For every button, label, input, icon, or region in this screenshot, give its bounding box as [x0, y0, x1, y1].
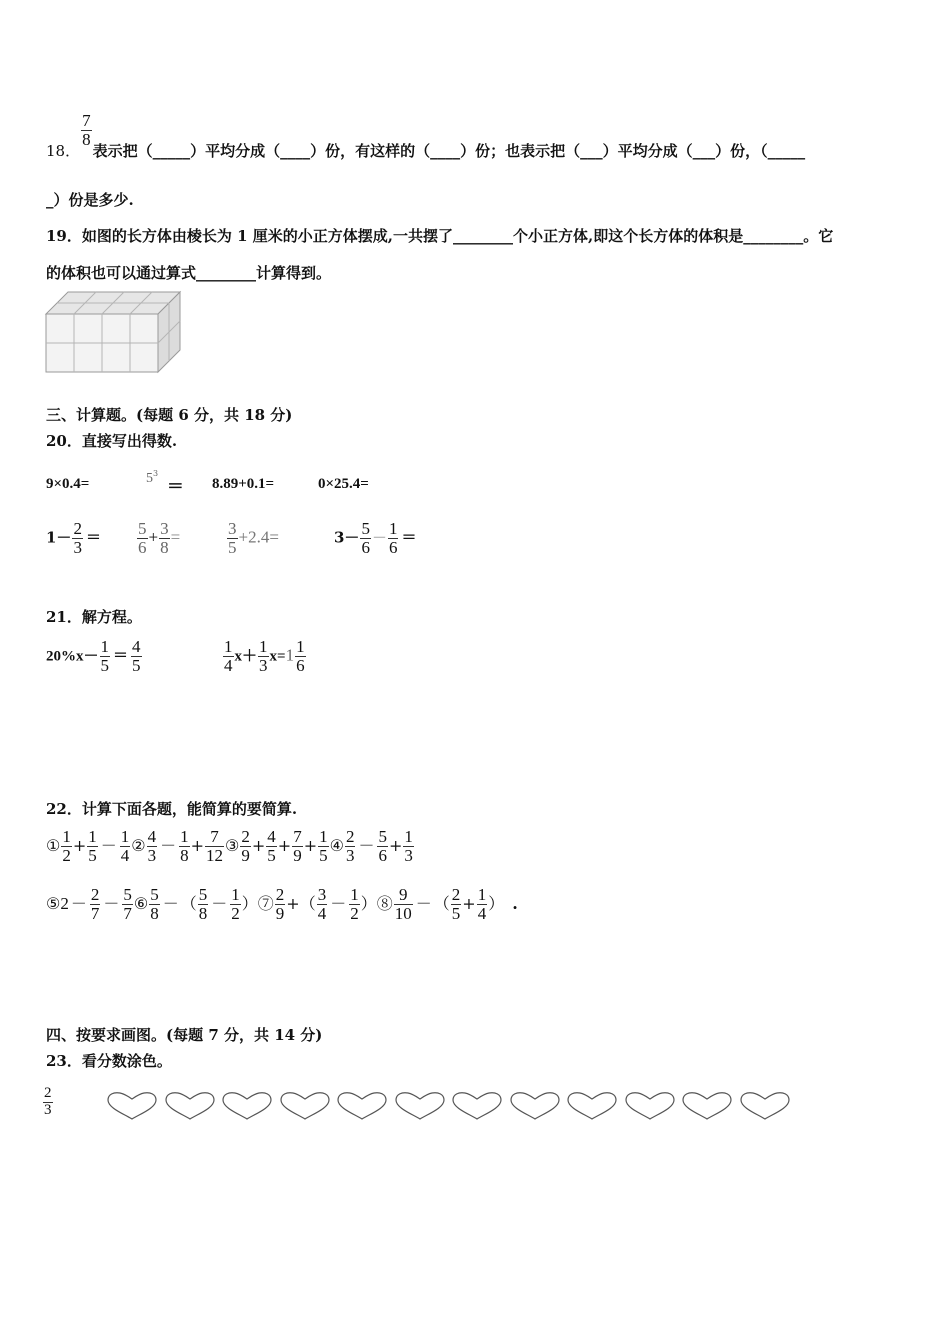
q20-expr2-eq: ＝ [166, 477, 184, 497]
q19-text-line1: 19．如图的长方体由棱长为 1 厘米的小正方体摆成,一共摆了________个小正方体,即这个长方体的体积是________。它 [46, 227, 834, 245]
hearts-row [106, 1090, 791, 1126]
heart-shape[interactable] [394, 1090, 446, 1122]
q20-title: 20．直接写出得数. [46, 432, 178, 450]
q21-title: 21．解方程。 [46, 608, 142, 626]
q20-expr4: 0×25.4= [318, 476, 369, 492]
q22-title: 22．计算下面各题，能简算的要简算. [46, 800, 298, 818]
heart-shape[interactable] [681, 1090, 733, 1122]
heart-shape[interactable] [624, 1090, 676, 1122]
q18 [46, 102, 806, 161]
heart-shape[interactable] [106, 1090, 158, 1122]
section4-heading: 四、按要求画图。(每题 7 分，共 14 分) [46, 1026, 323, 1044]
q20-expr2-base: 5 [146, 471, 153, 486]
q20-expr5: 1－ $\frac{2}{3}$ ＝ [46, 519, 101, 557]
q20-expr1: 9×0.4= [46, 476, 90, 492]
q20-expr6: $\frac{5}{6}$ + $\frac{3}{8}$ = [138, 519, 181, 557]
q18-fraction: $\frac{7}{8}$ [82, 111, 91, 149]
q20-expr3: 8.89+0.1= [212, 476, 275, 492]
q21-equation2: $\frac{1}{4}$ x＋ $\frac{1}{3}$ x=1 $\frac{1}{6}$ [224, 637, 305, 675]
cuboid-figure [44, 290, 184, 376]
heart-shape[interactable] [739, 1090, 791, 1122]
q22-row1: ① $\frac{1}{2}$ + $\frac{1}{5}$ － $\frac{1}{4}$ ② $\frac{4}{3}$ － $\frac{1}{8}$ + $\frac{7}{12}$ ③ $\frac{2}{9}$ + $\frac{4}{5}$ + $\frac{7}{9}$ + $\frac{1}{5}$ ④ $\frac{2}{3}$ － $\frac{5}{6}$ + $\frac{1}{3}$ [46, 827, 413, 865]
q20-expr2 [146, 462, 184, 497]
q18-number: 18． [46, 142, 81, 161]
q23-title: 23．看分数涂色。 [46, 1052, 172, 1070]
q22-row2: ⑤2 － $\frac{2}{7}$ － $\frac{5}{7}$ ⑥ $\frac{5}{8}$ － （ $\frac{5}{8}$ － $\frac{1}{2}$ ）⑦ $\frac{2}{9}$ +（ $\frac{3}{4}$ － $\frac{1}{2}$ ）⑧ $\frac{9}{10}$ － （ $\frac{2}{5}$ + $\frac{1}{4}$ ） . [46, 885, 518, 923]
heart-shape[interactable] [336, 1090, 388, 1122]
q20-expr2-exp: 3 [153, 469, 159, 478]
q19-text-line2: 的体积也可以通过算式________计算得到。 [46, 264, 332, 282]
q20-expr8: 3－ $\frac{5}{6}$ － $\frac{1}{6}$ ＝ [334, 519, 417, 557]
q23-fraction: $\frac{2}{3}$ [44, 1085, 52, 1118]
heart-shape[interactable] [451, 1090, 503, 1122]
section3-heading: 三、计算题。(每题 6 分，共 18 分) [46, 406, 293, 424]
heart-shape[interactable] [279, 1090, 331, 1122]
q18-text-line1: 表示把（_____）平均分成（____）份，有这样的（____）份；也表示把（___）平均分成（___）份，（_____ [92, 142, 806, 161]
heart-shape[interactable] [509, 1090, 561, 1122]
heart-shape[interactable] [566, 1090, 618, 1122]
q18-text-line2: _）份是多少. [46, 191, 134, 209]
heart-shape[interactable] [164, 1090, 216, 1122]
q20-expr7: $\frac{3}{5}$ +2.4= [228, 519, 279, 557]
heart-shape[interactable] [221, 1090, 273, 1122]
q21-equation1: 20%x－ $\frac{1}{5}$ ＝ $\frac{4}{5}$ [46, 637, 141, 675]
